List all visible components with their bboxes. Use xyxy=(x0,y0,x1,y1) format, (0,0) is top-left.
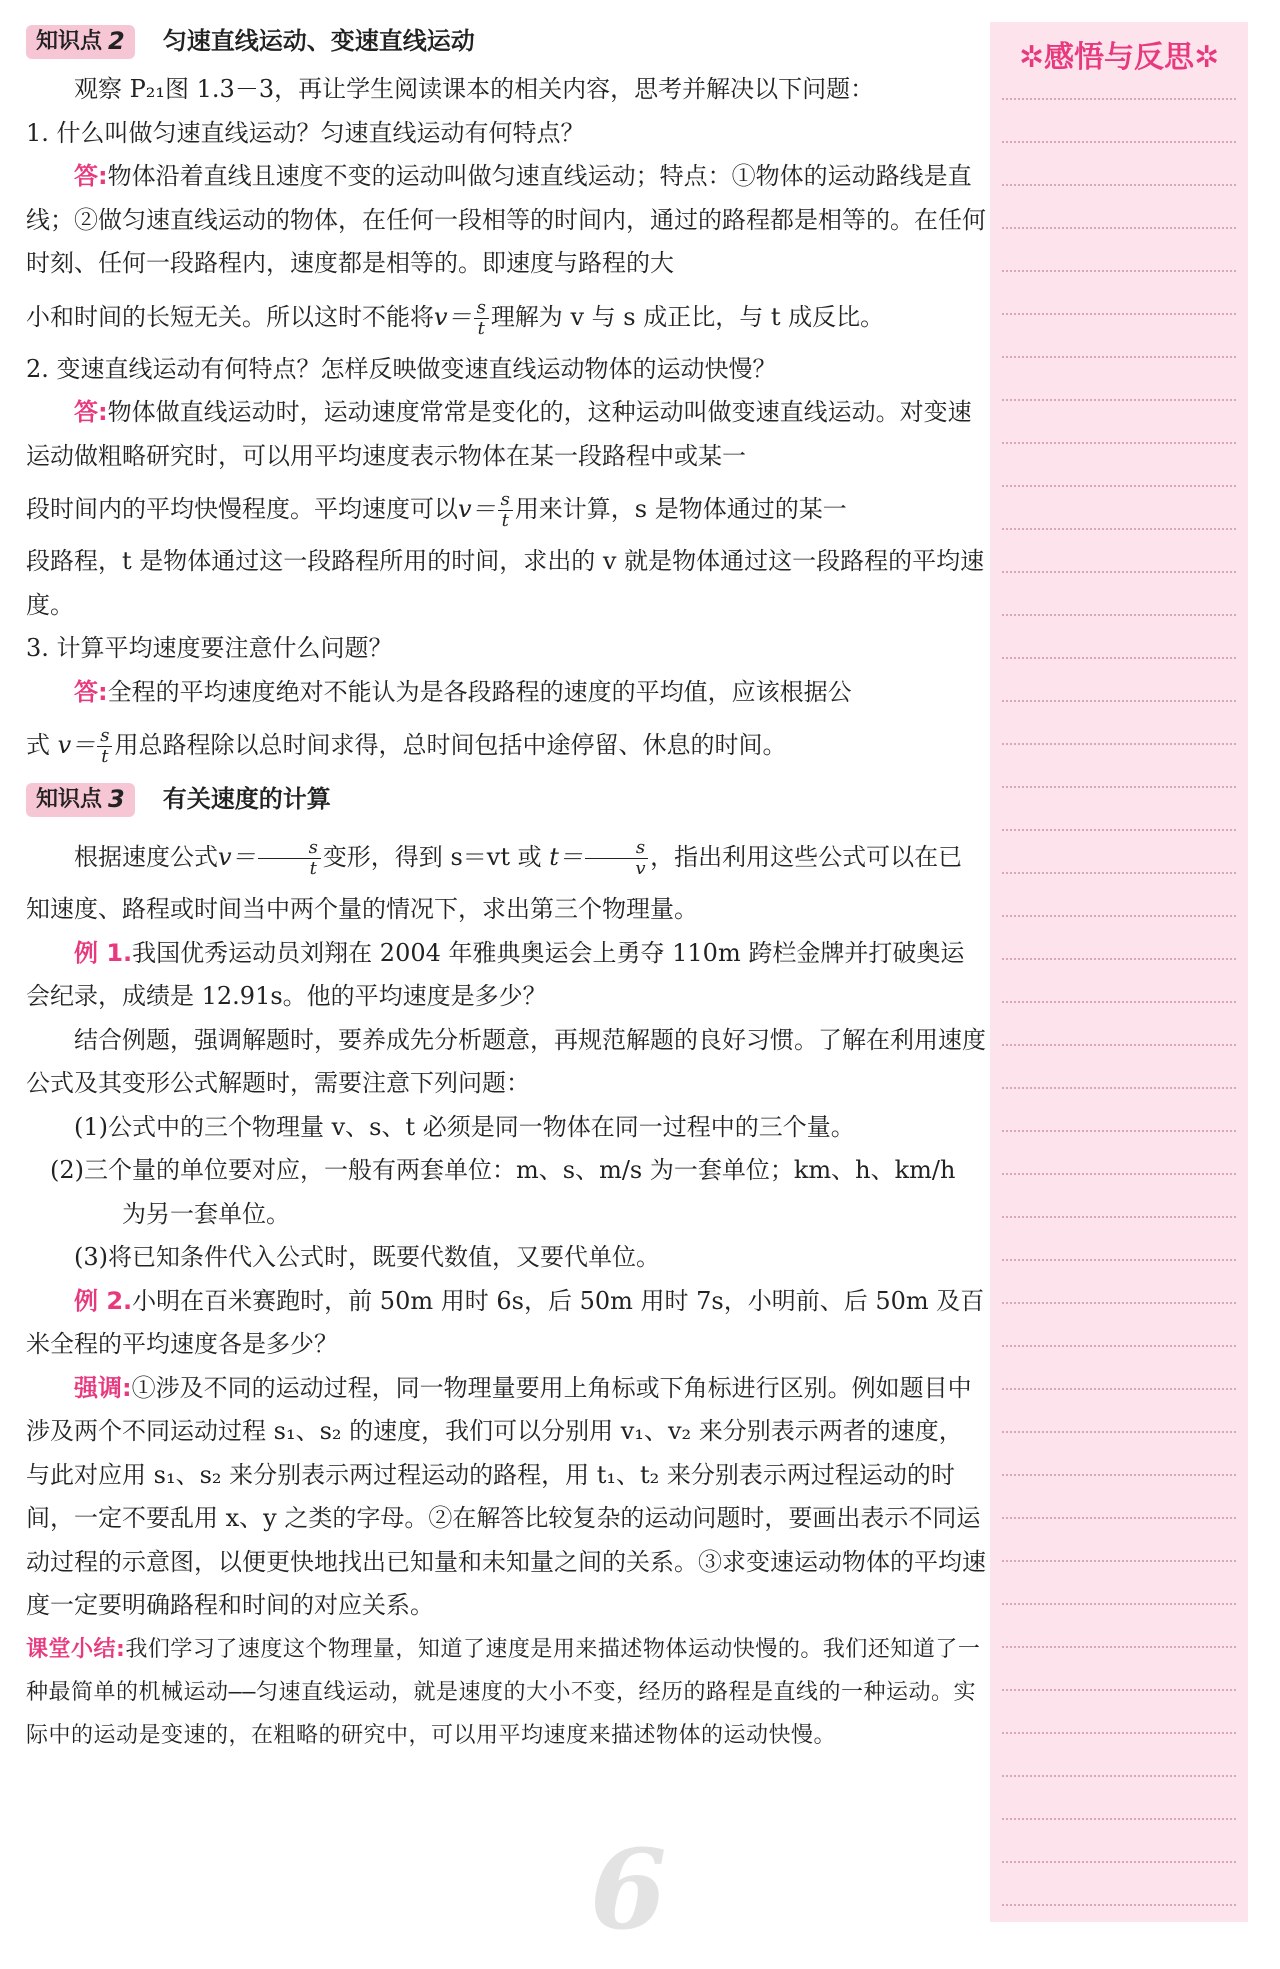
note-line xyxy=(1002,1044,1236,1046)
answer-label: 答: xyxy=(74,677,108,706)
summary-label: 课堂小结: xyxy=(26,1636,126,1662)
note-line xyxy=(1002,1345,1236,1347)
emphasis-paragraph xyxy=(26,1367,986,1628)
formula-lhs: v＝ xyxy=(434,302,472,331)
note-line xyxy=(1002,1087,1236,1089)
answer-text: 物体沿着直线且速度不变的运动叫做匀速直线运动；特点：①物体的运动路线是直线；②做匀速直线运动的物体，在任何一段相等的时间内，通过的路程都是相等的。在任何时刻、任何一段路程内，速度都是相等的。即速度与路程的大 xyxy=(26,162,986,277)
sidebar-title: ✲感悟与反思✲ xyxy=(1018,40,1220,75)
example-text: 小明在百米赛跑时，前 50m 用时 6s，后 50m 用时 7s，小明前、后 50m 及百米全程的平均速度各是多少？ xyxy=(26,1286,985,1358)
note-line xyxy=(1002,657,1236,659)
note-line xyxy=(1002,1775,1236,1777)
note-line xyxy=(1002,1818,1236,1820)
note-line xyxy=(1002,270,1236,272)
note-line xyxy=(1002,1130,1236,1132)
note-line xyxy=(1002,1474,1236,1476)
page-number: 6 xyxy=(590,1825,667,1954)
badge-label: 知识点 xyxy=(36,29,103,55)
badge-number: 3 xyxy=(108,785,125,814)
answer-text: 段时间内的平均快慢程度。平均速度可以 xyxy=(26,495,458,523)
fraction-denominator: v xyxy=(635,858,646,879)
formula-lhs: v＝ xyxy=(57,731,96,759)
answer-label: 答: xyxy=(74,162,108,190)
note-line xyxy=(1002,1732,1236,1734)
section-title: 匀速直线运动、变速直线运动 xyxy=(162,27,475,56)
paragraph-text: 变形，得到 s＝vt 或 xyxy=(322,843,542,871)
note-line xyxy=(1002,399,1236,401)
answer-text: 小和时间的长短无关。所以这时不能将 xyxy=(26,302,434,331)
section-header-kp2 xyxy=(26,20,986,64)
fraction-denominator: t xyxy=(477,317,485,339)
example-text: 我国优秀运动员刘翔在 2004 年雅典奥运会上勇夺 110m 跨栏金牌并打破奥运会纪录，成绩是 12.91s。他的平均速度是多少？ xyxy=(26,938,965,1010)
note-line xyxy=(1002,141,1236,143)
section-header-kp3 xyxy=(26,778,986,822)
answer-1-formula-line xyxy=(26,286,986,348)
note-line xyxy=(1002,700,1236,702)
note-line xyxy=(1002,1302,1236,1304)
answer-3 xyxy=(26,671,986,715)
formula-fraction xyxy=(585,838,648,879)
note-line xyxy=(1002,356,1236,358)
answer-2-formula-line xyxy=(26,478,986,540)
note-line xyxy=(1002,1560,1236,1562)
answer-text: 全程的平均速度绝对不能认为是各段路程的速度的平均值，应该根据公 xyxy=(107,677,852,706)
note-line xyxy=(1002,958,1236,960)
note-line xyxy=(1002,1904,1236,1906)
note-3: (3)将已知条件代入公式时，既要代数值，又要代单位。 xyxy=(74,1243,660,1271)
example-1 xyxy=(26,932,986,1019)
knowledge-point-badge xyxy=(26,25,135,59)
example-label: 例 2. xyxy=(74,1286,133,1315)
paragraph-text: ，指出利用这些公式可以在已 xyxy=(650,843,963,871)
question-3: 3. 计算平均速度要注意什么问题？ xyxy=(26,634,393,662)
answer-text: 理解为 v 与 s 成正比，与 t 成反比。 xyxy=(490,302,885,331)
formula-lhs: v＝ xyxy=(458,495,496,523)
fraction-numerator: s xyxy=(585,838,648,859)
note-line xyxy=(1002,872,1236,874)
reflection-sidebar xyxy=(990,22,1248,1922)
class-summary xyxy=(26,1628,986,1757)
note-line xyxy=(1002,1388,1236,1390)
intro-paragraph: 观察 P₂₁图 1.3－3，再让学生阅读课本的相关内容，思考并解决以下问题： xyxy=(74,75,875,103)
fraction-numerator: s xyxy=(474,298,489,319)
example-label: 例 1. xyxy=(74,938,133,967)
example-2 xyxy=(26,1280,986,1367)
note-line xyxy=(1002,915,1236,917)
answer-text: 物体做直线运动时，运动速度常常是变化的，这种运动叫做变速直线运动。对变速运动做粗略研究时，可以用平均速度表示物体在某一段路程中或某一 xyxy=(26,398,972,470)
formula-lhs: v＝ xyxy=(218,843,256,871)
answer-1 xyxy=(26,155,986,286)
knowledge-point-badge xyxy=(26,783,135,817)
formula-fraction xyxy=(474,298,489,339)
note-line xyxy=(1002,1517,1236,1519)
fraction-numerator: s xyxy=(97,726,112,747)
badge-number: 2 xyxy=(108,27,125,56)
badge-label: 知识点 xyxy=(36,787,103,813)
fraction-numerator: s xyxy=(258,838,321,859)
note-line xyxy=(1002,1431,1236,1433)
answer-3-formula-line xyxy=(26,714,986,776)
guidance-paragraph: 结合例题，强调解题时，要养成先分析题意，再规范解题的良好习惯。了解在利用速度公式及其变形公式解题时，需要注意下列问题： xyxy=(26,1025,986,1097)
note-line xyxy=(1002,442,1236,444)
answer-label: 答: xyxy=(74,398,108,426)
note-1: (1)公式中的三个物理量 v、s、t 必须是同一物体在同一过程中的三个量。 xyxy=(74,1112,855,1141)
note-line xyxy=(1002,1001,1236,1003)
note-line xyxy=(1002,485,1236,487)
note-line xyxy=(1002,1216,1236,1218)
fraction-denominator: t xyxy=(501,510,509,531)
answer-2-tail: 段路程，t 是物体通过这一段路程所用的时间，求出的 v 就是物体通过这一段路程的平均速度。 xyxy=(26,547,985,619)
formula-paragraph-tail: 知速度、路程或时间当中两个量的情况下，求出第三个物理量。 xyxy=(26,895,698,923)
note-line xyxy=(1002,1689,1236,1691)
fraction-numerator: s xyxy=(498,490,513,511)
emphasis-text: ①涉及不同的运动过程，同一物理量要用上角标或下角标进行区别。例如题目中涉及两个不同运动过程 s₁、s₂ 的速度，我们可以分别用 v₁、v₂ 来分别表示两者的速度，与此对应用 s₁、s₂ 来分别表示两过程运动的路程，用 t₁、t₂ 来分别表示两过程运动的时间，一定不要乱用 x、y 之类的字母。②在解答比较复杂的运动问题时，要画出表示不同运动过程的示意图，以便更快地找出已知量和未知量之间的关系。③求变速运动物体的平均速度一定要明确路程和时间的对应关系。 xyxy=(26,1373,986,1619)
note-line xyxy=(1002,227,1236,229)
question-1: 1. 什么叫做匀速直线运动？匀速直线运动有何特点？ xyxy=(26,118,585,147)
formula-fraction xyxy=(498,490,513,531)
note-line xyxy=(1002,743,1236,745)
note-2: (2)三个量的单位要对应，一般有两套单位：m、s、m/s 为一套单位；km、h、km/h 为另一套单位。 xyxy=(50,1156,956,1228)
note-line xyxy=(1002,1861,1236,1863)
paragraph-text: 根据速度公式 xyxy=(74,843,218,871)
note-line xyxy=(1002,528,1236,530)
formula-paragraph xyxy=(26,826,986,888)
emphasis-label: 强调: xyxy=(74,1373,132,1402)
note-line xyxy=(1002,313,1236,315)
answer-text: 用来计算，s 是物体通过的某一 xyxy=(514,495,847,523)
section-title: 有关速度的计算 xyxy=(162,785,331,814)
note-line xyxy=(1002,1603,1236,1605)
answer-2 xyxy=(26,391,986,478)
note-line xyxy=(1002,1259,1236,1261)
note-line xyxy=(1002,1173,1236,1175)
formula-fraction xyxy=(97,726,112,767)
summary-text: 我们学习了速度这个物理量，知道了速度是用来描述物体运动快慢的。我们还知道了一种最简单的机械运动——匀速直线运动，就是速度的大小不变，经历的路程是直线的一种运动。实际中的运动是变速的，在粗略的研究中，可以用平均速度来描述物体的运动快慢。 xyxy=(26,1636,981,1748)
note-line xyxy=(1002,829,1236,831)
main-content xyxy=(26,18,986,1757)
note-line xyxy=(1002,786,1236,788)
note-line xyxy=(1002,571,1236,573)
answer-text: 用总路程除以总时间求得，总时间包括中途停留、休息的时间。 xyxy=(114,731,787,759)
formula-lhs: t＝ xyxy=(549,843,583,871)
note-line xyxy=(1002,1646,1236,1648)
fraction-denominator: t xyxy=(101,746,109,767)
formula-fraction xyxy=(258,838,321,879)
note-line xyxy=(1002,614,1236,616)
question-2: 2. 变速直线运动有何特点？怎样反映做变速直线运动物体的运动快慢？ xyxy=(26,354,777,383)
fraction-denominator: t xyxy=(309,858,317,879)
note-line xyxy=(1002,184,1236,186)
note-line xyxy=(1002,98,1236,100)
answer-text: 式 xyxy=(26,731,50,759)
